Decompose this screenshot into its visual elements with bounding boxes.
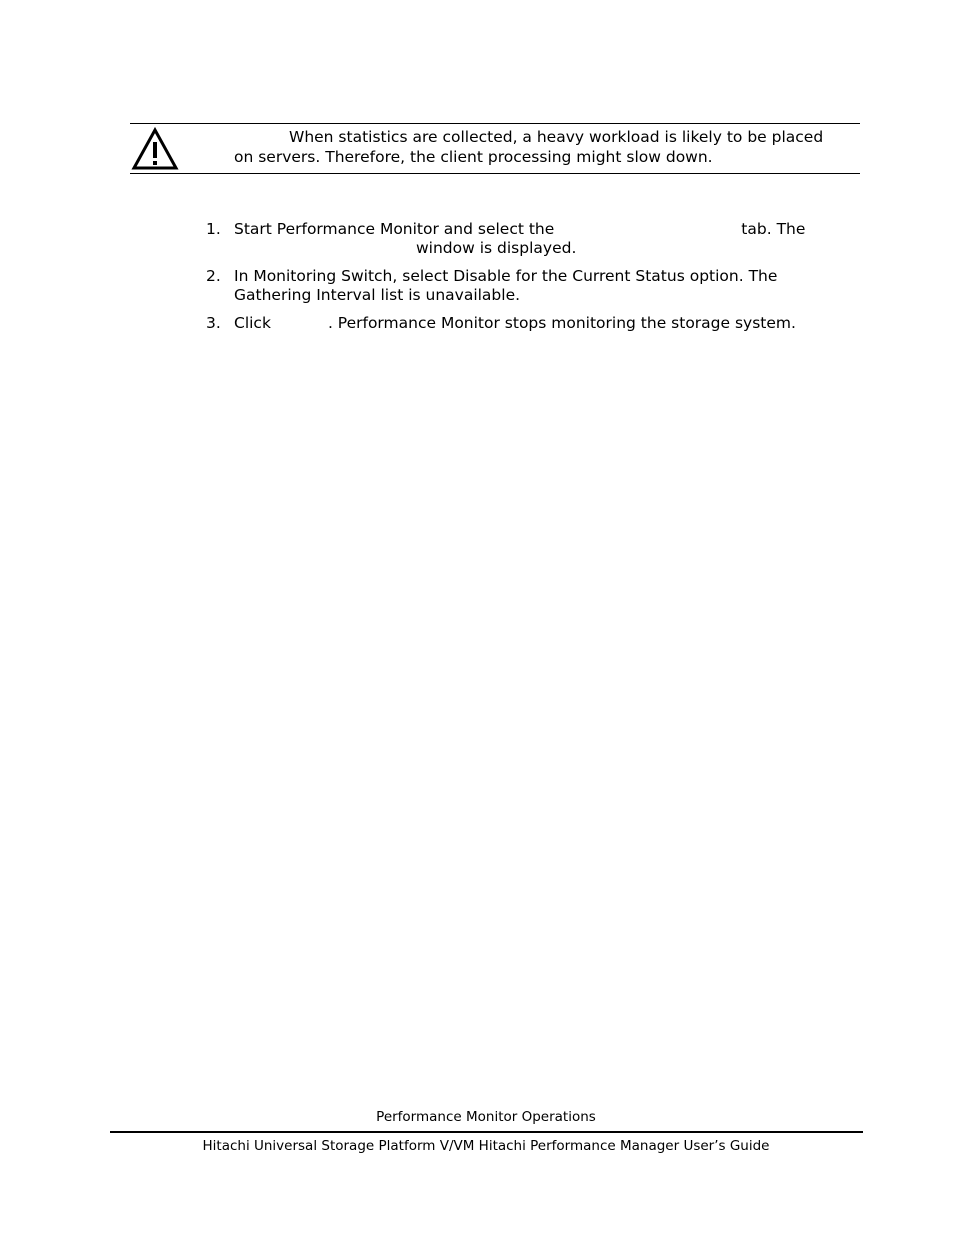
step-3 (206, 314, 846, 333)
caution-line-2: on servers. Therefore, the client processing might slow down. (234, 148, 713, 166)
step-3-line-1 (234, 314, 846, 333)
step-number: 3. (206, 314, 221, 332)
step-1-text-c: window is displayed. (416, 239, 577, 257)
step-3-text-b: . Performance Monitor stops monitoring the storage system. (327, 314, 796, 332)
caution-bottom-rule (130, 173, 860, 174)
step-number: 1. (206, 220, 221, 238)
step-1 (206, 220, 846, 258)
footer-guide-title: Hitachi Universal Storage Platform V/VM Hitachi Performance Manager User’s Guide (202, 1138, 770, 1154)
warning-triangle-icon (131, 127, 179, 171)
caution-line-1: When statistics are collected, a heavy workload is likely to be placed (289, 128, 824, 146)
footer-section-title: Performance Monitor Operations (376, 1109, 596, 1125)
step-1-line-2 (234, 239, 846, 258)
step-2 (206, 267, 846, 305)
step-1-text-b: tab. The (741, 220, 806, 238)
step-1-line-1 (234, 220, 846, 239)
procedure-steps (206, 220, 846, 342)
footer-rule (110, 1131, 863, 1133)
step-number: 2. (206, 267, 221, 285)
step-2-line-2: Gathering Interval list is unavailable. (234, 286, 521, 304)
caution-note (234, 127, 859, 167)
step-1-text-a: Start Performance Monitor and select the (234, 220, 555, 238)
step-2-line-1: In Monitoring Switch, select Disable for the Current Status option. The (234, 267, 778, 285)
step-3-text-a: Click (234, 314, 271, 332)
caution-top-rule (130, 123, 860, 124)
